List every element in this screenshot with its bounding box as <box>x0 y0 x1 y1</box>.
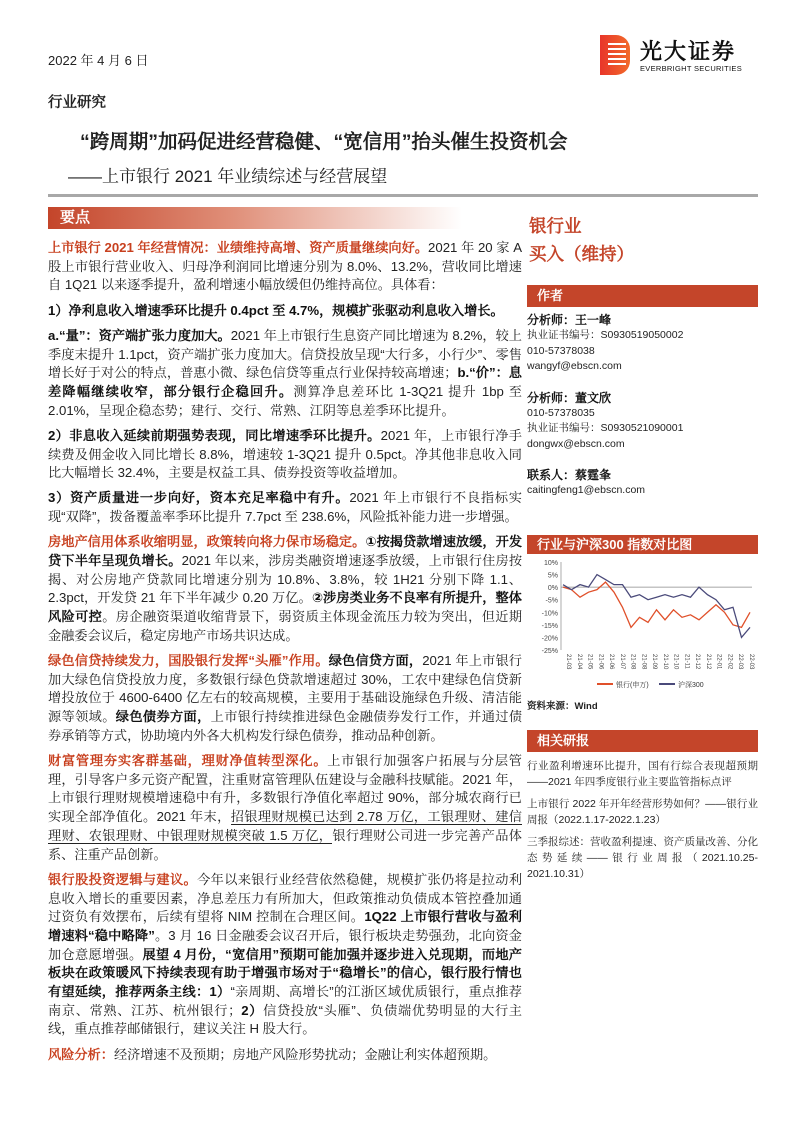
paragraph <box>48 327 522 421</box>
x-tick-label: 21-10 <box>661 653 668 669</box>
section-heading: 银行股投资逻辑与建议。 <box>48 871 198 887</box>
y-tick-label: 5% <box>547 572 558 580</box>
bold-text: 3）资产质量进一步向好，资本充足率稳中有升。 <box>48 490 350 506</box>
industry-label: 银行业 <box>529 216 582 236</box>
bold-text: ②涉房类业务不良率有所提升，整体风险可控 <box>48 590 522 625</box>
paragraph <box>48 871 522 1039</box>
author-contact[interactable]: caitingfeng1@ebscn.com <box>527 484 646 496</box>
related-report-link[interactable]: 上市银行 2022 年开年经营形势如何？——银行业周报（2022.1.17-2022.1.23） <box>527 798 758 826</box>
bold-text: 1）净利息收入增速季环比提升 0.4pct 至 4.7%，规模扩张驱动利息收入增长。 <box>48 302 504 318</box>
y-tick-label: -10% <box>541 609 558 617</box>
author-contact[interactable]: dongwx@ebscn.com <box>527 437 625 450</box>
x-tick-label: 21-08 <box>640 653 647 669</box>
body-text: 2021 年 20 家 A 股上市银行营业收入、归母净利润同比增速分别为 8.0%、13.2%，营收同比增速自 1Q21 以来逐季提升，盈利增速小幅放缓但仍维持高位。具体看： <box>48 240 522 293</box>
legend-label: 银行(申万) <box>616 681 649 689</box>
x-tick-label: 21-12 <box>694 653 701 669</box>
author-contact[interactable]: wangyf@ebscn.com <box>527 360 622 372</box>
x-tick-label: 22-02 <box>726 653 733 669</box>
underlined-text: 招银理财规模已达到 2.78 万亿，工银理财、建信理财、农银理财、中银理财规模突破 1.5 万亿， <box>48 809 522 843</box>
page-title: “跨周期”加码促进经营稳健、“宽信用”抬头催生投资机会 <box>80 131 568 153</box>
section-heading: 房地产信用体系收缩明显，政策转向将力保市场稳定。 <box>48 534 366 550</box>
x-tick-label: 21-06 <box>597 653 604 669</box>
body-text: 上市银行加强客户拓展与分层管理，引导客户多元资产配置，注重财富管理队伍建设与金融科技赋能。2021 年，上市银行理财规模增速稳中有升，多数银行净值化率超过 90%，部分城农商行已实现全部净值化。2021 年末， <box>48 753 522 825</box>
x-tick-label: 21-05 <box>586 653 593 669</box>
body-text: 测算净息差环比 1-3Q21 提升 1bp 至 2.01%，呈现企稳态势；建行、交行、常熟、江阴等息差季环比提升。 <box>48 383 522 418</box>
report-body <box>48 239 522 1071</box>
author-contact: 010-57378038 <box>527 344 595 357</box>
author-contact: 010-57378035 <box>527 406 595 419</box>
bold-text: 2） <box>241 1002 264 1018</box>
body-text: 经济增速不及预期；房地产风险形势扰动；金融让利实体超预期。 <box>113 1046 497 1062</box>
key-points-banner: 要点 <box>48 207 462 229</box>
related-report-link[interactable]: 行业盈利增速环比提升，国有行综合表现超预期——2021 年四季度银行业主要监管指标点评 <box>527 760 758 788</box>
y-tick-label: -20% <box>541 634 558 642</box>
x-tick-label: 21-03 <box>565 653 571 669</box>
legend-label: 沪深300 <box>678 681 704 689</box>
y-tick-label: 0% <box>547 584 558 592</box>
paragraph <box>48 489 522 526</box>
paragraph <box>48 427 522 483</box>
body-text: 信贷投放“头雁”、负债端优势明显的大行主线，重点推荐邮储银行，建议关注 H 股大行。 <box>48 1002 522 1037</box>
x-tick-label: 22-03 <box>748 653 754 669</box>
bold-text: 1Q22 上市银行营收与盈利增速料“稳中略降” <box>48 909 522 943</box>
body-text: 。3 月 16 日金融委会议召开后，银行板块走势强劲，北向资金加仓意愿增强。 <box>48 927 522 962</box>
bold-text: 绿色债券方面， <box>115 709 211 725</box>
x-tick-label: 21-09 <box>651 653 658 669</box>
report-category: 行业研究 <box>48 95 106 111</box>
x-tick-label: 21-04 <box>575 653 582 669</box>
page-subtitle: ——上市银行 2021 年业绩综述与经营展望 <box>68 167 388 186</box>
paragraph <box>48 239 522 295</box>
authors-list <box>527 311 758 499</box>
body-text: “亲周期、高增长”的江浙区域优质银行，重点推荐南京、常熟、江苏、杭州银行； <box>48 984 522 1018</box>
logo-mark-icon <box>600 35 630 75</box>
body-text: 银行理财公司进一步完善产品体系、注重产品创新。 <box>48 827 522 862</box>
series-line-0 <box>563 582 750 627</box>
comparison-chart <box>527 554 758 694</box>
section-heading: 上市银行 2021 年经营情况：业绩维持高增、资产质量继续向好。 <box>48 240 429 255</box>
bold-text: ①按揭贷款增速放缓，开发贷下半年呈现负增长。 <box>48 534 523 569</box>
body-text: 2021 年以来，涉房类融资增速逐季放缓，上市银行住房按揭、对公房地产贷款同比增速分别为 10.8%、3.8%，较 1H21 分别下降 1.1、2.3pct，开发贷 21 年下半年减少 0.20 万亿。 <box>48 553 523 606</box>
body-text: 2021 年，上市银行净手续费及佣金收入同比增长 8.8%，增速较 1-3Q21 提升 0.5pct。净其他非息收入同比大幅增长 32.4%，主要是权益工具、债券投资等收益增加。 <box>48 427 522 481</box>
body-text: 今年以来银行业经营依然稳健，规模扩张仍将是拉动利息收入增长的重要因素，净息差压力有所加大，但政策推动负债成本管控叠加通过资负有效摆布，后续有望将 NIM 控制在合理区间。 <box>48 871 523 925</box>
related-report-link[interactable]: 三季报综述：营收盈利提速、资产质量改善、分化态势延续——银行业周报（2021.10.25-2021.10.31） <box>527 836 758 880</box>
related-research-header: 相关研报 <box>527 730 758 752</box>
sidebar <box>527 212 758 882</box>
related-research-list <box>527 758 758 882</box>
x-tick-label: 22-03 <box>737 653 744 669</box>
company-logo <box>600 35 760 79</box>
paragraph <box>48 302 522 321</box>
bold-text: a.“量”：资产端扩张力度加大。 <box>48 327 231 343</box>
x-tick-label: 22-01 <box>715 653 722 669</box>
x-tick-label: 21-08 <box>629 653 636 669</box>
bold-text: b.“价”：息差降幅继续收窄，部分银行企稳回升。 <box>48 365 522 399</box>
x-tick-label: 21-11 <box>683 653 690 669</box>
body-text: 上市银行持续推进绿色金融债券发行工作，并通过债券承销等方式，协助境内外各大机构发行绿色债券，推动品种创新。 <box>48 709 523 743</box>
x-tick-label: 21-10 <box>672 653 679 669</box>
author-contact: 执业证书编号：S0930519050002 <box>527 329 684 341</box>
body-text: 2021 年上市银行生息资产同比增速为 8.2%，较上季度末提升 1.1pct，资产端扩张力度加大。信贷投放呈现“大行多，小行少”、零售增长好于对公的特点，普惠小微、绿色信贷等重点行业保持较高增速； <box>48 327 522 381</box>
y-tick-label: -25% <box>541 647 558 655</box>
section-heading: 财富管理夯实客群基础，理财净值转型深化。 <box>48 753 328 769</box>
chart-source: 资料来源：Wind <box>527 700 598 712</box>
x-tick-label: 21-06 <box>608 653 615 669</box>
paragraph <box>48 533 522 645</box>
bold-text: 2）非息收入延续前期强势表现，同比增速季环比提升。 <box>48 427 381 443</box>
y-tick-label: -15% <box>541 622 558 630</box>
y-tick-label: 10% <box>543 559 558 567</box>
authors-header: 作者 <box>527 285 758 307</box>
divider <box>48 194 758 197</box>
report-date: 2022 年 4 月 6 日 <box>48 53 149 68</box>
rating-label: 买入（维持） <box>529 244 634 264</box>
bold-text: 绿色信贷方面， <box>328 653 423 669</box>
logo-english: EVERBRIGHT SECURITIES <box>640 64 743 73</box>
x-tick-label: 21-12 <box>704 653 711 669</box>
author-contact: 执业证书编号：S0930521090001 <box>527 422 684 434</box>
author-name: 分析师：董文欣 <box>527 390 612 405</box>
chart-header: 行业与沪深300 指数对比图 <box>527 535 758 554</box>
y-tick-label: -5% <box>545 597 558 605</box>
series-line-1 <box>563 574 750 637</box>
x-tick-label: 21-07 <box>618 653 625 669</box>
body-text: 2021 年上市银行加大绿色信贷投放力度，多数银行绿色贷款增速超过 30%，工农中建绿色信贷新增投放位于 4600-6400 亿左右的较高规模，主要用于基础设施绿色升级、清洁能源等领域。 <box>48 653 522 725</box>
section-heading: 风险分析： <box>48 1046 114 1062</box>
section-heading: 绿色信贷持续发力，国股银行发挥“头雁”作用。 <box>48 653 329 669</box>
paragraph <box>48 1046 522 1065</box>
logo-name: 光大证券 <box>640 39 737 64</box>
body-text: 2021 年上市银行不良指标实现“双降”，拨备覆盖率季环比提升 7.7pct 至 238.6%，风险抵补能力进一步增强。 <box>48 490 522 525</box>
body-text: 。房企融资渠道收缩背景下，弱资质主体现金流压力较为突出，但近期金融委会议后，稳定房地产市场共识达成。 <box>48 609 523 643</box>
author-name: 分析师：王一峰 <box>527 313 612 327</box>
author-name: 联系人：蔡霆夆 <box>527 468 612 482</box>
paragraph <box>48 652 522 746</box>
paragraph <box>48 752 522 864</box>
bold-text: 展望 4 月份，“宽信用”预期可能加强并逐步进入兑现期，而地产板块在政策暖风下持续表现有助于增强市场对于“稳增长”的信心，银行股行情也有望延续，推荐两条主线：1） <box>48 946 522 1000</box>
